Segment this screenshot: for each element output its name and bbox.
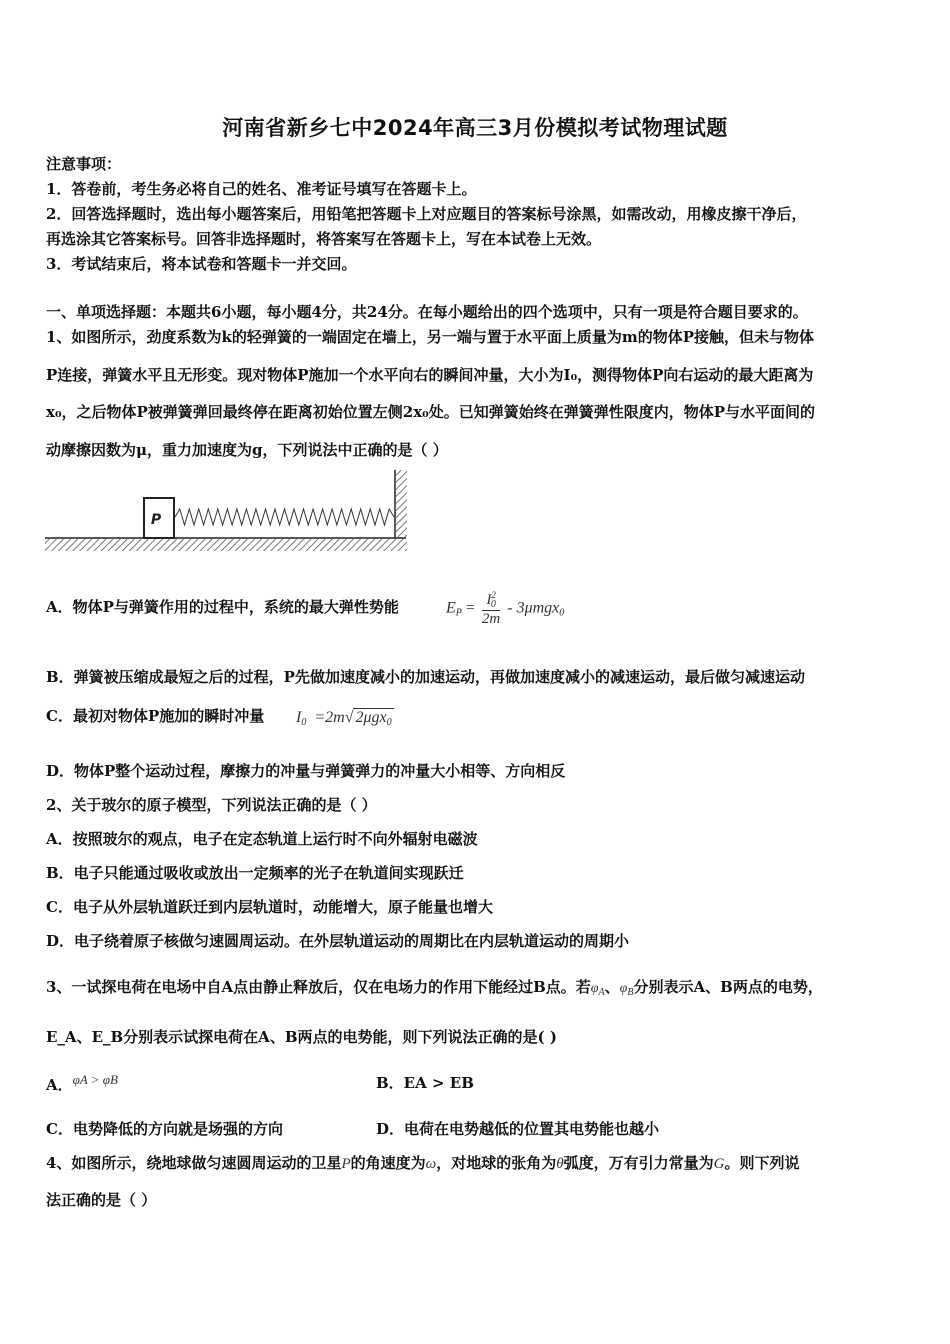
q1-option-c-text: C．最初对物体P施加的瞬时冲量 bbox=[46, 707, 265, 725]
q3-option-c: C．电势降低的方向就是场强的方向 bbox=[46, 1120, 283, 1138]
q2-option: D．电子绕着原子核做匀速圆周运动。在外层轨道运动的周期比在内层轨道运动的周期小 bbox=[46, 932, 630, 950]
notice-item: 再选涂其它答案标号。回答非选择题时，将答案写在答题卡上，写在本试卷上无效。 bbox=[46, 230, 602, 248]
q1-stem-line: P连接，弹簧水平且无形变。现对物体P施加一个水平向右的瞬间冲量，大小为I₀，测得物体P向右运动的最大距离为 bbox=[46, 366, 814, 384]
q2-option: B．电子只能通过吸收或放出一定频率的光子在轨道间实现跃迁 bbox=[46, 864, 464, 882]
q3-stem-line: E_A、E_B分别表示试探电荷在A、B两点的电势能，则下列说法正确的是( ) bbox=[46, 1028, 557, 1046]
spring-block-figure bbox=[44, 466, 414, 558]
q2-stem: 2、关于玻尔的原子模型，下列说法正确的是（ ） bbox=[46, 796, 377, 814]
block-label: P bbox=[150, 512, 162, 528]
q4-stem-line: 法正确的是（ ） bbox=[46, 1191, 157, 1209]
q1-option-d: D．物体P整个运动过程，摩擦力的冲量与弹簧弹力的冲量大小相等、方向相反 bbox=[46, 762, 566, 780]
q1-option-a-formula: $E_P$ = $\frac{I^2_0}{2m}$ - 3μmgx$_0$ bbox=[446, 590, 565, 627]
q3-option-a: A．φA > φB bbox=[46, 1072, 118, 1094]
q1-option-c-formula: $I_0 =2m√$ 2μgx$_0$ bbox=[296, 709, 392, 728]
notice-heading: 注意事项： bbox=[46, 155, 122, 173]
q3-option-d: D．电荷在电势越低的位置其电势能也越小 bbox=[376, 1120, 660, 1138]
q1-option-a bbox=[46, 596, 399, 617]
notice-item: 2．回答选择题时，选出每小题答案后，用铅笔把答题卡上对应题目的答案标号涂黑，如需改动，用橡皮擦干净后， bbox=[46, 205, 807, 223]
q1-option-b: B．弹簧被压缩成最短之后的过程，P先做加速度减小的加速运动，再做加速度减小的减速运动，最后做匀减速运动 bbox=[46, 668, 805, 686]
wall-hatch bbox=[396, 470, 407, 539]
section-heading: 一、单项选择题：本题共6小题，每小题4分，共24分。在每小题给出的四个选项中，只有一项是符合题目要求的。 bbox=[46, 303, 808, 321]
q2-option: C．电子从外层轨道跃迁到内层轨道时，动能增大，原子能量也增大 bbox=[46, 898, 493, 916]
q2-option: A．按照玻尔的观点，电子在定态轨道上运行时不向外辐射电磁波 bbox=[46, 830, 478, 848]
phi-b-symbol: $\varphi_B$ bbox=[619, 981, 634, 998]
fraction: $\frac{I^2_0}{2m}$ bbox=[481, 590, 501, 627]
q4-stem-line: 4、如图所示，绕地球做匀速圆周运动的卫星P的角速度为ω，对地球的张角为θ弧度，万有引力常量为G。则下列说 bbox=[46, 1154, 800, 1172]
spring bbox=[175, 509, 394, 525]
ground-hatch bbox=[45, 539, 407, 551]
page-title: 河南省新乡七中2024年高三3月份模拟考试物理试题 bbox=[222, 116, 728, 140]
q3-stem-line: 3、一试探电荷在电场中自A点由静止释放后，仅在电场力的作用下能经过B点。若$\varphi_A$、$\varphi_B$分别表示A、B两点的电势， bbox=[46, 978, 823, 998]
q3-option-b: B．EA > EB bbox=[376, 1074, 474, 1092]
q1-option-c bbox=[46, 705, 264, 726]
q1-stem-line: x₀，之后物体P被弹簧弹回最终停在距离初始位置左侧2x₀处。已知弹簧始终在弹簧弹性限度内，物体P与水平面间的 bbox=[46, 403, 816, 421]
q1-option-a-text: A．物体P与弹簧作用的过程中，系统的最大弹性势能 bbox=[46, 598, 399, 616]
notice-item: 1．答卷前，考生务必将自己的姓名、准考证号填写在答题卡上。 bbox=[46, 180, 477, 198]
q1-stem-line: 动摩擦因数为μ，重力加速度为g，下列说法中正确的是（ ） bbox=[46, 441, 448, 459]
q1-stem-line: 1、如图所示，劲度系数为k的轻弹簧的一端固定在墙上，另一端与置于水平面上质量为m的物体P接触，但未与物体 bbox=[46, 328, 814, 346]
notice-item: 3．考试结束后，将本试卷和答题卡一并交回。 bbox=[46, 255, 357, 273]
phi-a-symbol: $\varphi_A$ bbox=[590, 981, 605, 998]
